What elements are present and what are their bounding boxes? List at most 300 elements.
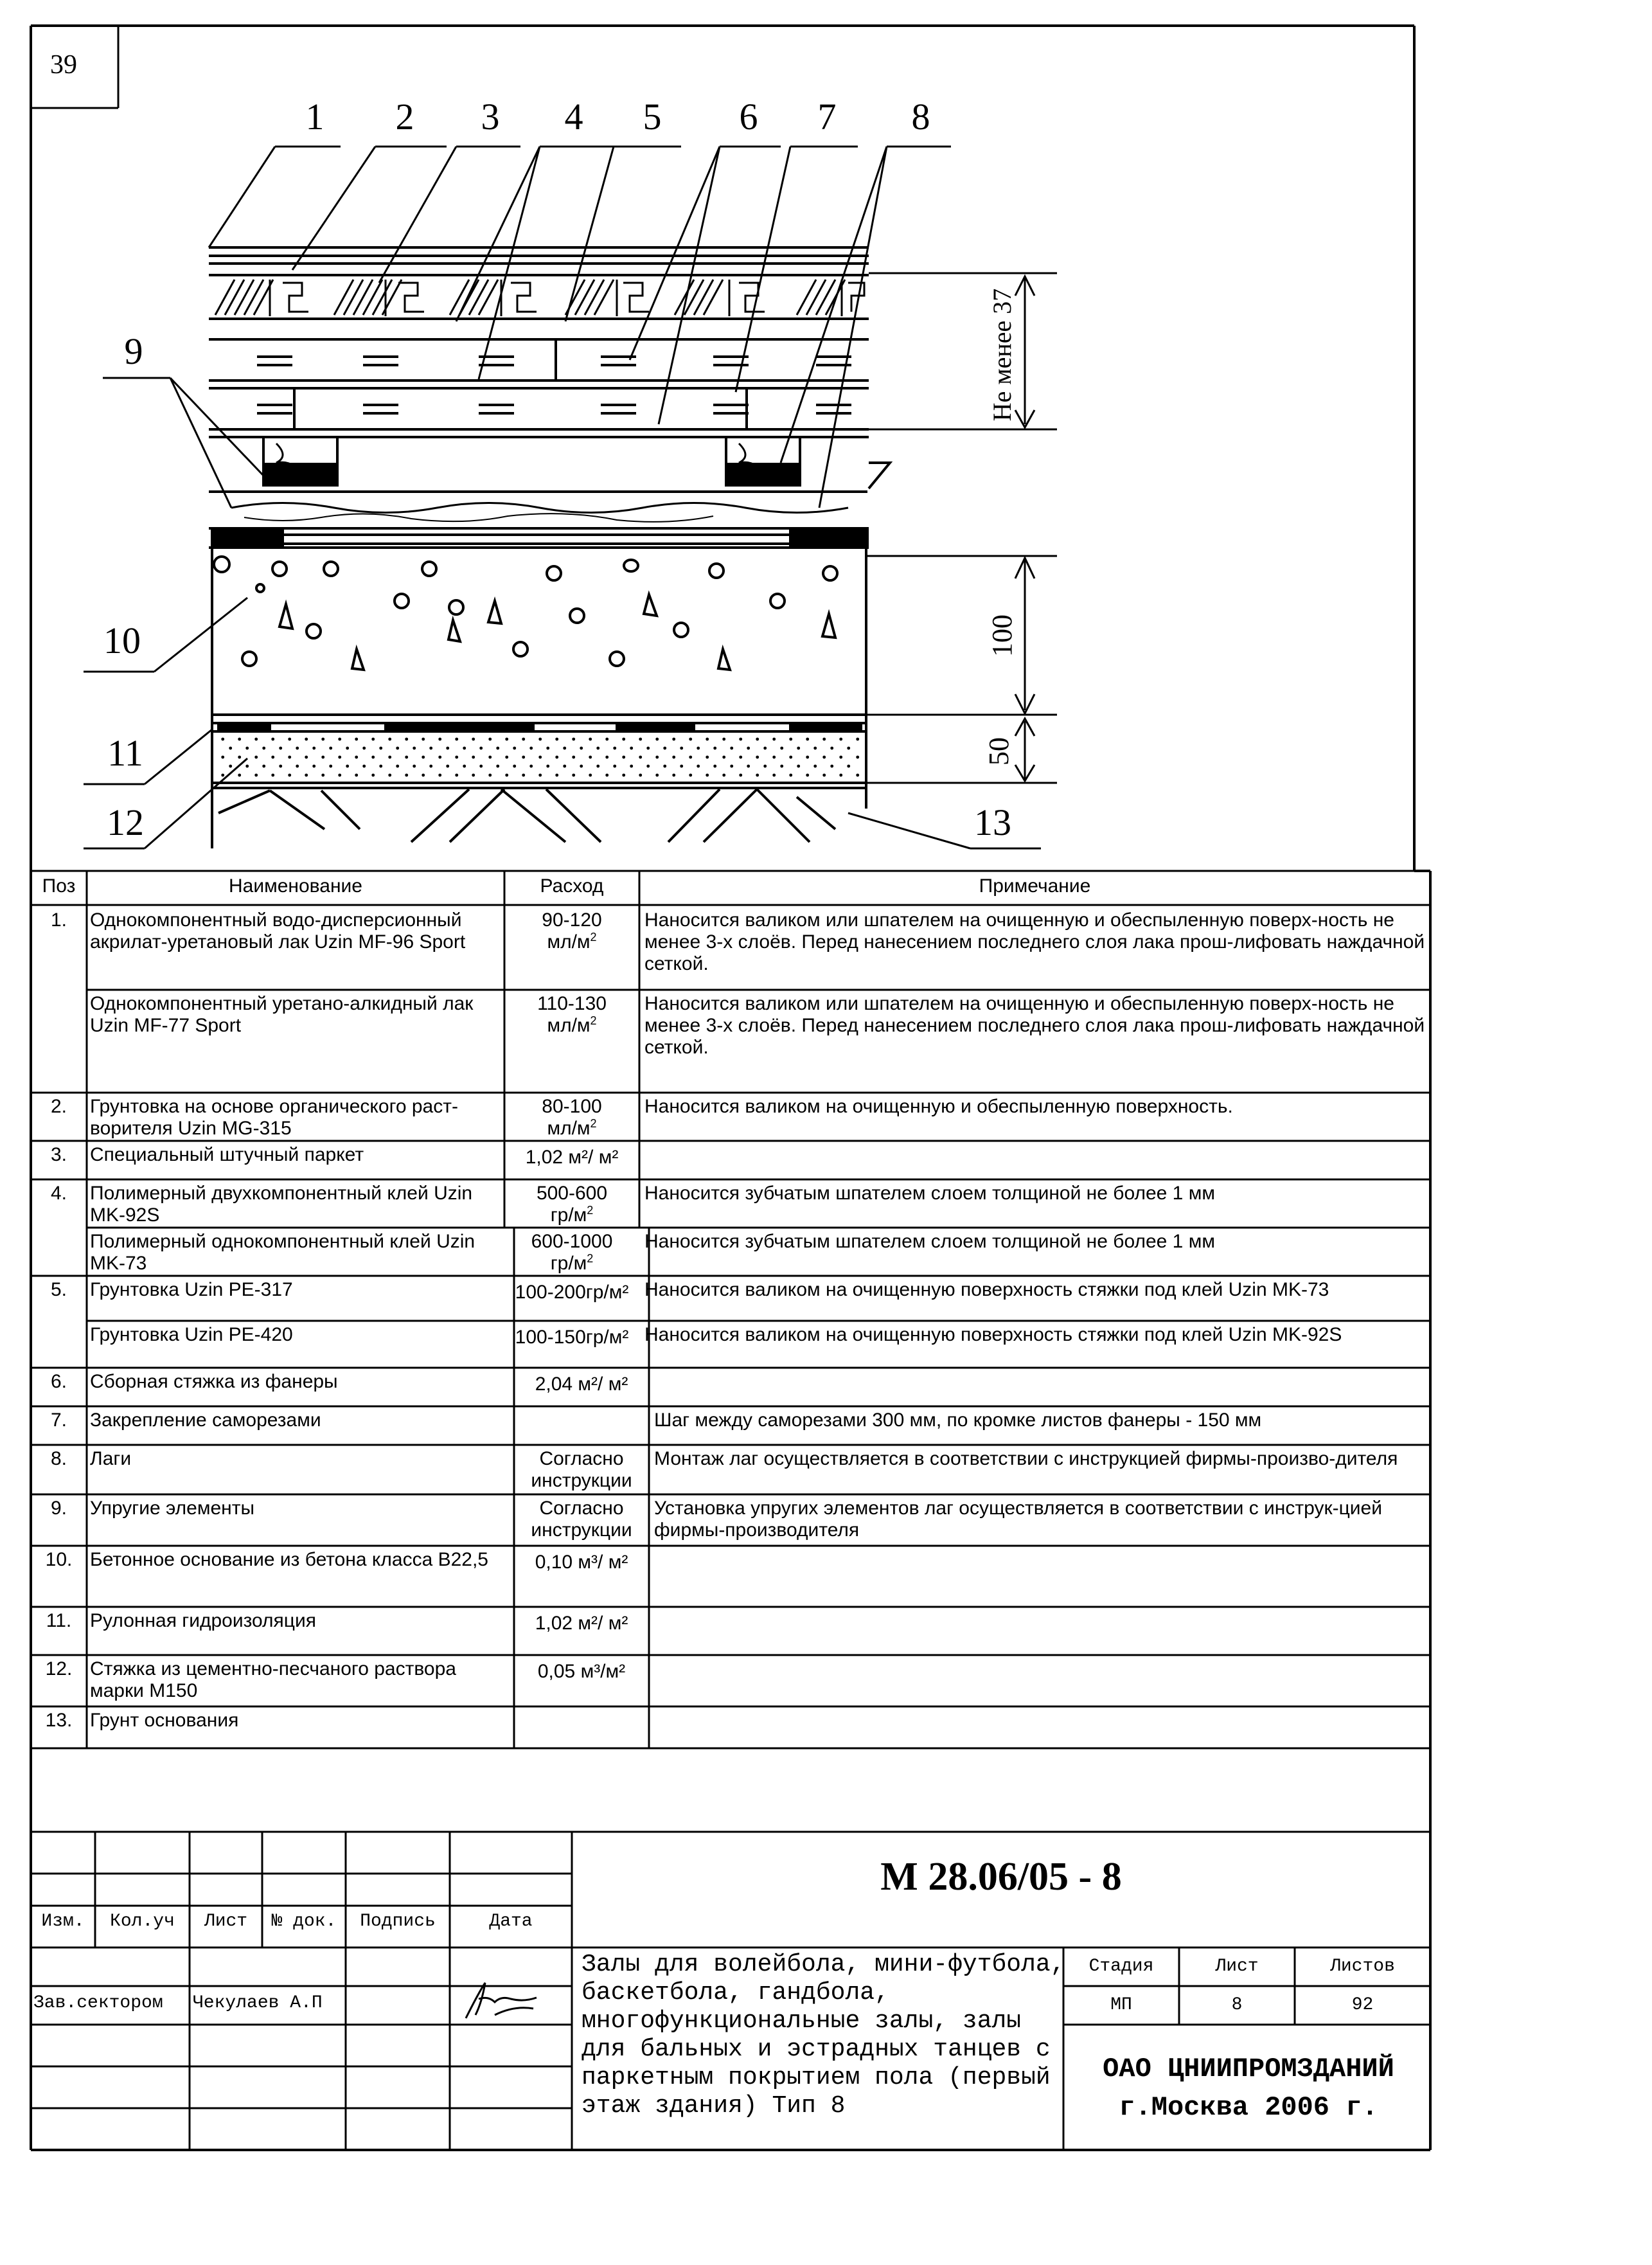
screed-dot: [713, 765, 716, 768]
callout-6: 6: [739, 96, 758, 138]
screed-dot: [472, 738, 475, 741]
screed-dot: [479, 765, 483, 768]
label-stage: Стадия: [1088, 1956, 1154, 1976]
row-unit-exponent: 2: [590, 1117, 597, 1130]
sheets-value: 92: [1351, 1995, 1374, 2015]
label-date: Дата: [489, 1911, 533, 1931]
screed-dot: [396, 747, 399, 750]
callout-5: 5: [643, 96, 662, 138]
screed-dot: [572, 756, 575, 759]
screed-dot: [672, 774, 675, 777]
screed-dot: [529, 747, 533, 750]
screed-dot: [455, 756, 458, 759]
screed-dot: [422, 738, 425, 741]
screed-dot: [655, 756, 659, 759]
row-unit: 1,02 м²/ м²: [525, 1147, 619, 1168]
aggregate-circles: [242, 560, 837, 666]
screed-dot: [221, 738, 224, 741]
row-name: Рулонная гидроизоляция: [90, 1610, 316, 1631]
screed-dot: [605, 738, 608, 741]
screed-dot: [305, 738, 308, 741]
screed-dot: [388, 738, 391, 741]
row-name: Лаги: [90, 1448, 132, 1469]
screed-dot: [312, 747, 315, 750]
row-pos: 6.: [50, 1371, 67, 1392]
city-year: г.Москва 2006 г.: [1119, 2092, 1378, 2123]
screed-dot: [555, 738, 558, 741]
screed-dot: [288, 756, 291, 759]
screed-dot: [563, 747, 566, 750]
row-rate: Согласно: [539, 1498, 624, 1519]
header-name: Наименование: [229, 875, 362, 897]
row-unit: 2,04 м²/ м²: [535, 1374, 628, 1395]
screed-dot: [763, 765, 767, 768]
row-note: Наносится валиком или шпателем на очищенную и обеспыленную поверх-ность не менее 3-х слоёв. Перед нанесением последнего слоя лака прош-лифовать наждачной сеткой.: [644, 909, 1425, 974]
screed-dot: [305, 774, 308, 777]
screed-dot: [538, 774, 542, 777]
screed-dot: [346, 747, 349, 750]
screed-dot: [572, 774, 575, 777]
screed-dot: [355, 756, 358, 759]
screed-dot: [722, 774, 725, 777]
screed-dot: [305, 756, 308, 759]
screed-dot: [697, 765, 700, 768]
screed-dot: [663, 765, 666, 768]
callout-4: 4: [564, 96, 583, 138]
screed-dot: [321, 756, 324, 759]
row-note: Наносится зубчатым шпателем слоем толщиной не более 1 мм: [644, 1231, 1215, 1252]
screed-dot: [329, 765, 332, 768]
row-name: Грунтовка Uzin PE-317: [90, 1279, 293, 1300]
screed-dot: [455, 738, 458, 741]
sheet-title: Залы для волейбола, мини-футбола, баскетбола, гандбола, многофункциональные залы, залы для бальных и эстрадных танцев с паркетным покрытием пола (первый этаж здания) Тип 8: [582, 1951, 1065, 2120]
screed-dot: [639, 774, 642, 777]
screed-dot: [405, 774, 408, 777]
row-rate: 90-120: [542, 909, 602, 931]
screed-dot: [472, 756, 475, 759]
role-sector-head: Зав.сектором: [33, 1993, 163, 2013]
screed-dot: [813, 747, 817, 750]
screed-dot: [639, 738, 642, 741]
screed-dot: [505, 738, 508, 741]
screed-dot: [505, 774, 508, 777]
screed-dot: [655, 774, 659, 777]
screed-dot: [229, 747, 232, 750]
screed-dot: [689, 738, 692, 741]
callout-9: 9: [124, 330, 143, 372]
row-unit-exponent: 2: [587, 1252, 594, 1265]
screed-dot: [429, 747, 432, 750]
row-note: Наносится валиком на очищенную поверхность стяжки под клей Uzin MK-92S: [644, 1324, 1342, 1345]
screed-dot: [806, 774, 809, 777]
row-note: Установка упругих элементов лаг осуществляется в соответствии с инструк-цией фирмы-производителя: [654, 1498, 1382, 1541]
row-unit: $мл/м^2$: [547, 931, 597, 953]
screed-dot: [379, 747, 382, 750]
screed-dot: [596, 747, 600, 750]
screed-dot: [722, 738, 725, 741]
floor-section-drawing: [84, 147, 1057, 848]
screed-dot: [505, 756, 508, 759]
aggregate-triangles: [280, 595, 835, 670]
screed-dot: [646, 747, 650, 750]
screed-dot: [555, 774, 558, 777]
screed-dot: [555, 756, 558, 759]
screed-dot: [747, 765, 750, 768]
sheet-value: 8: [1231, 1995, 1243, 2015]
row-unit: $мл/м^2$: [547, 1117, 597, 1139]
person-name: Чекулаев А.П: [193, 1993, 323, 2013]
screed-dot: [830, 747, 833, 750]
screed-dot: [405, 756, 408, 759]
screed-dot: [789, 738, 792, 741]
row-pos: 13.: [45, 1710, 73, 1731]
row-unit: $гр/м^2$: [550, 1204, 594, 1226]
screed-dot: [672, 756, 675, 759]
row-pos: 8.: [50, 1448, 67, 1469]
screed-dot: [806, 756, 809, 759]
screed-dot: [730, 747, 733, 750]
row-unit: инструкции: [531, 1519, 632, 1541]
screed-dot: [238, 756, 241, 759]
screed-dot: [780, 765, 783, 768]
callout-12: 12: [107, 801, 144, 843]
screed-dot: [747, 747, 750, 750]
label-signature: Подпись: [360, 1911, 436, 1931]
screed-dot: [839, 774, 842, 777]
parquet-hatch: [215, 280, 864, 316]
screed-dot: [388, 774, 391, 777]
screed-dot: [856, 756, 859, 759]
screed-dot: [438, 774, 441, 777]
row-pos: 5.: [50, 1279, 67, 1300]
screed-dot: [830, 765, 833, 768]
screed-dot: [355, 774, 358, 777]
screed-dot: [522, 774, 525, 777]
screed-dot: [321, 738, 324, 741]
leader-lines: [84, 147, 1041, 848]
screed-dot: [697, 747, 700, 750]
label-doc-number: № док.: [271, 1911, 337, 1931]
screed-dot: [847, 747, 850, 750]
row-note: Монтаж лаг осуществляется в соответствии с инструкцией фирмы-произво-дителя: [654, 1448, 1398, 1469]
screed-dot: [329, 747, 332, 750]
screed-dot: [739, 756, 742, 759]
screed-dot: [438, 738, 441, 741]
screed-dot: [362, 747, 366, 750]
screed-dot: [706, 774, 709, 777]
row-pos: 2.: [50, 1096, 67, 1117]
screed-dot: [613, 747, 616, 750]
row-pos: 10.: [45, 1549, 73, 1570]
screed-dot: [279, 747, 282, 750]
screed-dot: [271, 756, 274, 759]
row-name: Однокомпонентный уретано-алкидный лак Uzin MF-77 Sport: [90, 993, 474, 1036]
row-pos: 9.: [50, 1498, 67, 1519]
screed-dot: [706, 738, 709, 741]
row-name: Полимерный двухкомпонентный клей Uzin MK-92S: [90, 1183, 473, 1226]
row-name: Специальный штучный паркет: [90, 1144, 364, 1165]
screed-dot: [739, 774, 742, 777]
screed-dot: [488, 738, 492, 741]
row-name: Грунтовка Uzin PE-420: [90, 1324, 293, 1345]
screed-dot: [438, 756, 441, 759]
screed-dot: [488, 756, 492, 759]
screed-dots: [221, 738, 859, 777]
row-name: Стяжка из цементно-песчаного раствора марки М150: [90, 1658, 456, 1701]
screed-dot: [446, 765, 449, 768]
screed-dot: [772, 774, 776, 777]
row-unit: $мл/м^2$: [547, 1014, 597, 1036]
screed-dot: [689, 774, 692, 777]
screed-dot: [613, 765, 616, 768]
row-note: Наносится валиком или шпателем на очищенную и обеспыленную поверх-ность не менее 3-х слоёв. Перед нанесением последнего слоя лака прош-лифовать наждачной сеткой.: [644, 993, 1425, 1058]
screed-dot: [839, 756, 842, 759]
screed-dot: [789, 774, 792, 777]
screed-dot: [472, 774, 475, 777]
screed-dot: [446, 747, 449, 750]
row-unit: 0,05 м³/м²: [537, 1661, 626, 1682]
row-unit: $гр/м^2$: [550, 1252, 594, 1274]
row-note: Наносится валиком на очищенную и обеспыленную поверхность.: [644, 1096, 1233, 1117]
screed-dot: [405, 738, 408, 741]
screed-dot: [238, 774, 241, 777]
ground-hatch: [218, 789, 835, 842]
screed-dot: [271, 738, 274, 741]
screed-dot: [772, 756, 776, 759]
screed-dot: [422, 756, 425, 759]
screed-dot: [789, 756, 792, 759]
row-name: Однокомпонентный водо-дисперсионный акрилат-уретановый лак Uzin MF-96 Sport: [90, 909, 466, 953]
label-list: Лист: [204, 1911, 248, 1931]
screed-dot: [797, 765, 800, 768]
screed-dot: [254, 774, 258, 777]
screed-dot: [672, 738, 675, 741]
screed-dot: [413, 747, 416, 750]
row-rate: 110-130: [537, 993, 607, 1014]
screed-dot: [496, 765, 499, 768]
screed-dot: [630, 765, 633, 768]
screed-dot: [463, 765, 466, 768]
row-rate: Согласно: [539, 1448, 624, 1469]
screed-dot: [371, 738, 375, 741]
callout-3: 3: [481, 96, 500, 138]
screed-dot: [756, 756, 759, 759]
callout-8: 8: [911, 96, 930, 138]
row-unit: 100-150гр/м²: [515, 1327, 629, 1348]
screed-dot: [780, 747, 783, 750]
screed-dot: [706, 756, 709, 759]
screed-dot: [346, 765, 349, 768]
screed: [212, 783, 866, 788]
page-number: 39: [50, 50, 77, 80]
screed-dot: [856, 738, 859, 741]
screed-dot: [338, 738, 341, 741]
screed-dot: [355, 738, 358, 741]
screed-dot: [839, 738, 842, 741]
screed-dot: [572, 738, 575, 741]
row-pos: 3.: [50, 1144, 67, 1165]
screed-dot: [847, 765, 850, 768]
waterproofing: [212, 723, 866, 731]
screed-dot: [680, 747, 683, 750]
joists: [263, 437, 800, 485]
row-unit: 100-200гр/м²: [515, 1282, 629, 1303]
screed-dot: [429, 765, 432, 768]
row-rate: 500-600: [536, 1183, 608, 1204]
screed-dot: [797, 747, 800, 750]
plywood-marks: [257, 339, 851, 429]
screed-dot: [513, 747, 516, 750]
screed-dot: [663, 747, 666, 750]
header-note: Примечание: [979, 875, 1091, 897]
screed-dot: [238, 738, 241, 741]
screed-dot: [221, 756, 224, 759]
screed-dot: [605, 756, 608, 759]
screed-dot: [262, 747, 265, 750]
dimension-label-37: Не менее 37: [988, 288, 1017, 422]
screed-dot: [388, 756, 391, 759]
screed-dot: [813, 765, 817, 768]
row-name: Грунт основания: [90, 1710, 239, 1731]
screed-dot: [596, 765, 600, 768]
row-name: Закрепление саморезами: [90, 1410, 321, 1431]
organization: ОАО ЦНИИПРОМЗДАНИЙ: [1103, 2054, 1394, 2084]
row-unit: 1,02 м²/ м²: [535, 1613, 628, 1634]
screed-dot: [580, 765, 583, 768]
screed-dot: [655, 738, 659, 741]
screed-dot: [362, 765, 366, 768]
callout-7: 7: [817, 96, 837, 138]
concrete-base: [212, 548, 866, 848]
screed-dot: [496, 747, 499, 750]
screed-dot: [463, 747, 466, 750]
row-pos: 12.: [45, 1658, 73, 1679]
screed-dot: [479, 747, 483, 750]
row-name: Грунтовка на основе органического раст-ворителя Uzin MG-315: [90, 1096, 458, 1139]
row-name: Сборная стяжка из фанеры: [90, 1371, 338, 1392]
screed-dot: [296, 747, 299, 750]
screed-dot: [589, 756, 592, 759]
screed-dot: [288, 774, 291, 777]
screed-dot: [312, 765, 315, 768]
screed-dot: [856, 774, 859, 777]
header-consumption: Расход: [540, 875, 604, 897]
screed-dot: [422, 774, 425, 777]
screed-dot: [563, 765, 566, 768]
screed-dot: [689, 756, 692, 759]
screed-dot: [822, 738, 826, 741]
screed-dot: [455, 774, 458, 777]
screed-dot: [806, 738, 809, 741]
screed-dot: [296, 765, 299, 768]
header-pos: Поз: [42, 875, 76, 897]
screed-dot: [546, 765, 549, 768]
screed-dot: [713, 747, 716, 750]
screed-dot: [522, 738, 525, 741]
row-rate: 80-100: [542, 1096, 602, 1117]
screed-dot: [822, 756, 826, 759]
screed-dot: [371, 756, 375, 759]
screed-dot: [739, 738, 742, 741]
callout-2: 2: [395, 96, 414, 138]
screed-dot: [756, 738, 759, 741]
callout-11: 11: [107, 732, 143, 774]
screed-dot: [254, 756, 258, 759]
dimension-label-100: 100: [986, 614, 1018, 657]
screed-dot: [288, 738, 291, 741]
row-pos: 7.: [50, 1410, 67, 1431]
row-unit-exponent: 2: [590, 1014, 597, 1027]
screed-dot: [396, 765, 399, 768]
label-sheet: Лист: [1215, 1956, 1259, 1976]
screed-dot: [229, 765, 232, 768]
screed-dot: [513, 765, 516, 768]
row-name: Бетонное основание из бетона класса B22,5: [90, 1549, 488, 1570]
callout-1: 1: [305, 96, 324, 138]
screed-dot: [379, 765, 382, 768]
stage-value: МП: [1110, 1995, 1132, 2015]
screed-dot: [271, 774, 274, 777]
label-kol-uch: Кол.уч: [110, 1911, 175, 1931]
screed-dot: [538, 738, 542, 741]
screed-dot: [338, 774, 341, 777]
signature: [466, 1983, 537, 2018]
screed-dot: [589, 774, 592, 777]
screed-dot: [546, 747, 549, 750]
row-note: Наносится зубчатым шпателем слоем толщиной не более 1 мм: [644, 1183, 1215, 1204]
screed-dot: [245, 747, 249, 750]
callout-13: 13: [974, 801, 1011, 843]
dimension-label-50: 50: [983, 737, 1015, 765]
label-sheets: Листов: [1330, 1956, 1395, 1976]
screed-dot: [622, 738, 625, 741]
screed-dot: [538, 756, 542, 759]
screed-dot: [722, 756, 725, 759]
row-pos: 4.: [50, 1183, 67, 1204]
screed-dot: [622, 774, 625, 777]
row-rate: 600-1000: [531, 1231, 613, 1252]
screed-dot: [254, 738, 258, 741]
row-pos: 11.: [46, 1610, 72, 1631]
row-unit: инструкции: [531, 1470, 632, 1491]
screed-dot: [646, 765, 650, 768]
screed-dot: [262, 765, 265, 768]
row-pos: 1.: [50, 909, 67, 931]
screed-dot: [221, 774, 224, 777]
screed-dot: [639, 756, 642, 759]
screed-dot: [622, 756, 625, 759]
screed-dot: [822, 774, 826, 777]
screed-dot: [772, 738, 776, 741]
screed-dot: [279, 765, 282, 768]
row-note: Наносится валиком на очищенную поверхность стяжки под клей Uzin MK-73: [644, 1279, 1329, 1300]
row-unit-exponent: 2: [587, 1204, 594, 1217]
screed-dot: [245, 765, 249, 768]
label-izm: Изм.: [41, 1911, 85, 1931]
screed-dot: [522, 756, 525, 759]
screed-dot: [371, 774, 375, 777]
row-unit: 0,10 м³/ м²: [535, 1552, 628, 1573]
screed-dot: [680, 765, 683, 768]
row-note: Шаг между саморезами 300 мм, по кромке листов фанеры - 150 мм: [654, 1410, 1262, 1431]
screed-dot: [338, 756, 341, 759]
screed-dot: [580, 747, 583, 750]
screed-dot: [321, 774, 324, 777]
dimension-lines: [866, 273, 1057, 783]
row-name: Упругие элементы: [90, 1498, 255, 1519]
screed-dot: [488, 774, 492, 777]
screed-dot: [630, 747, 633, 750]
